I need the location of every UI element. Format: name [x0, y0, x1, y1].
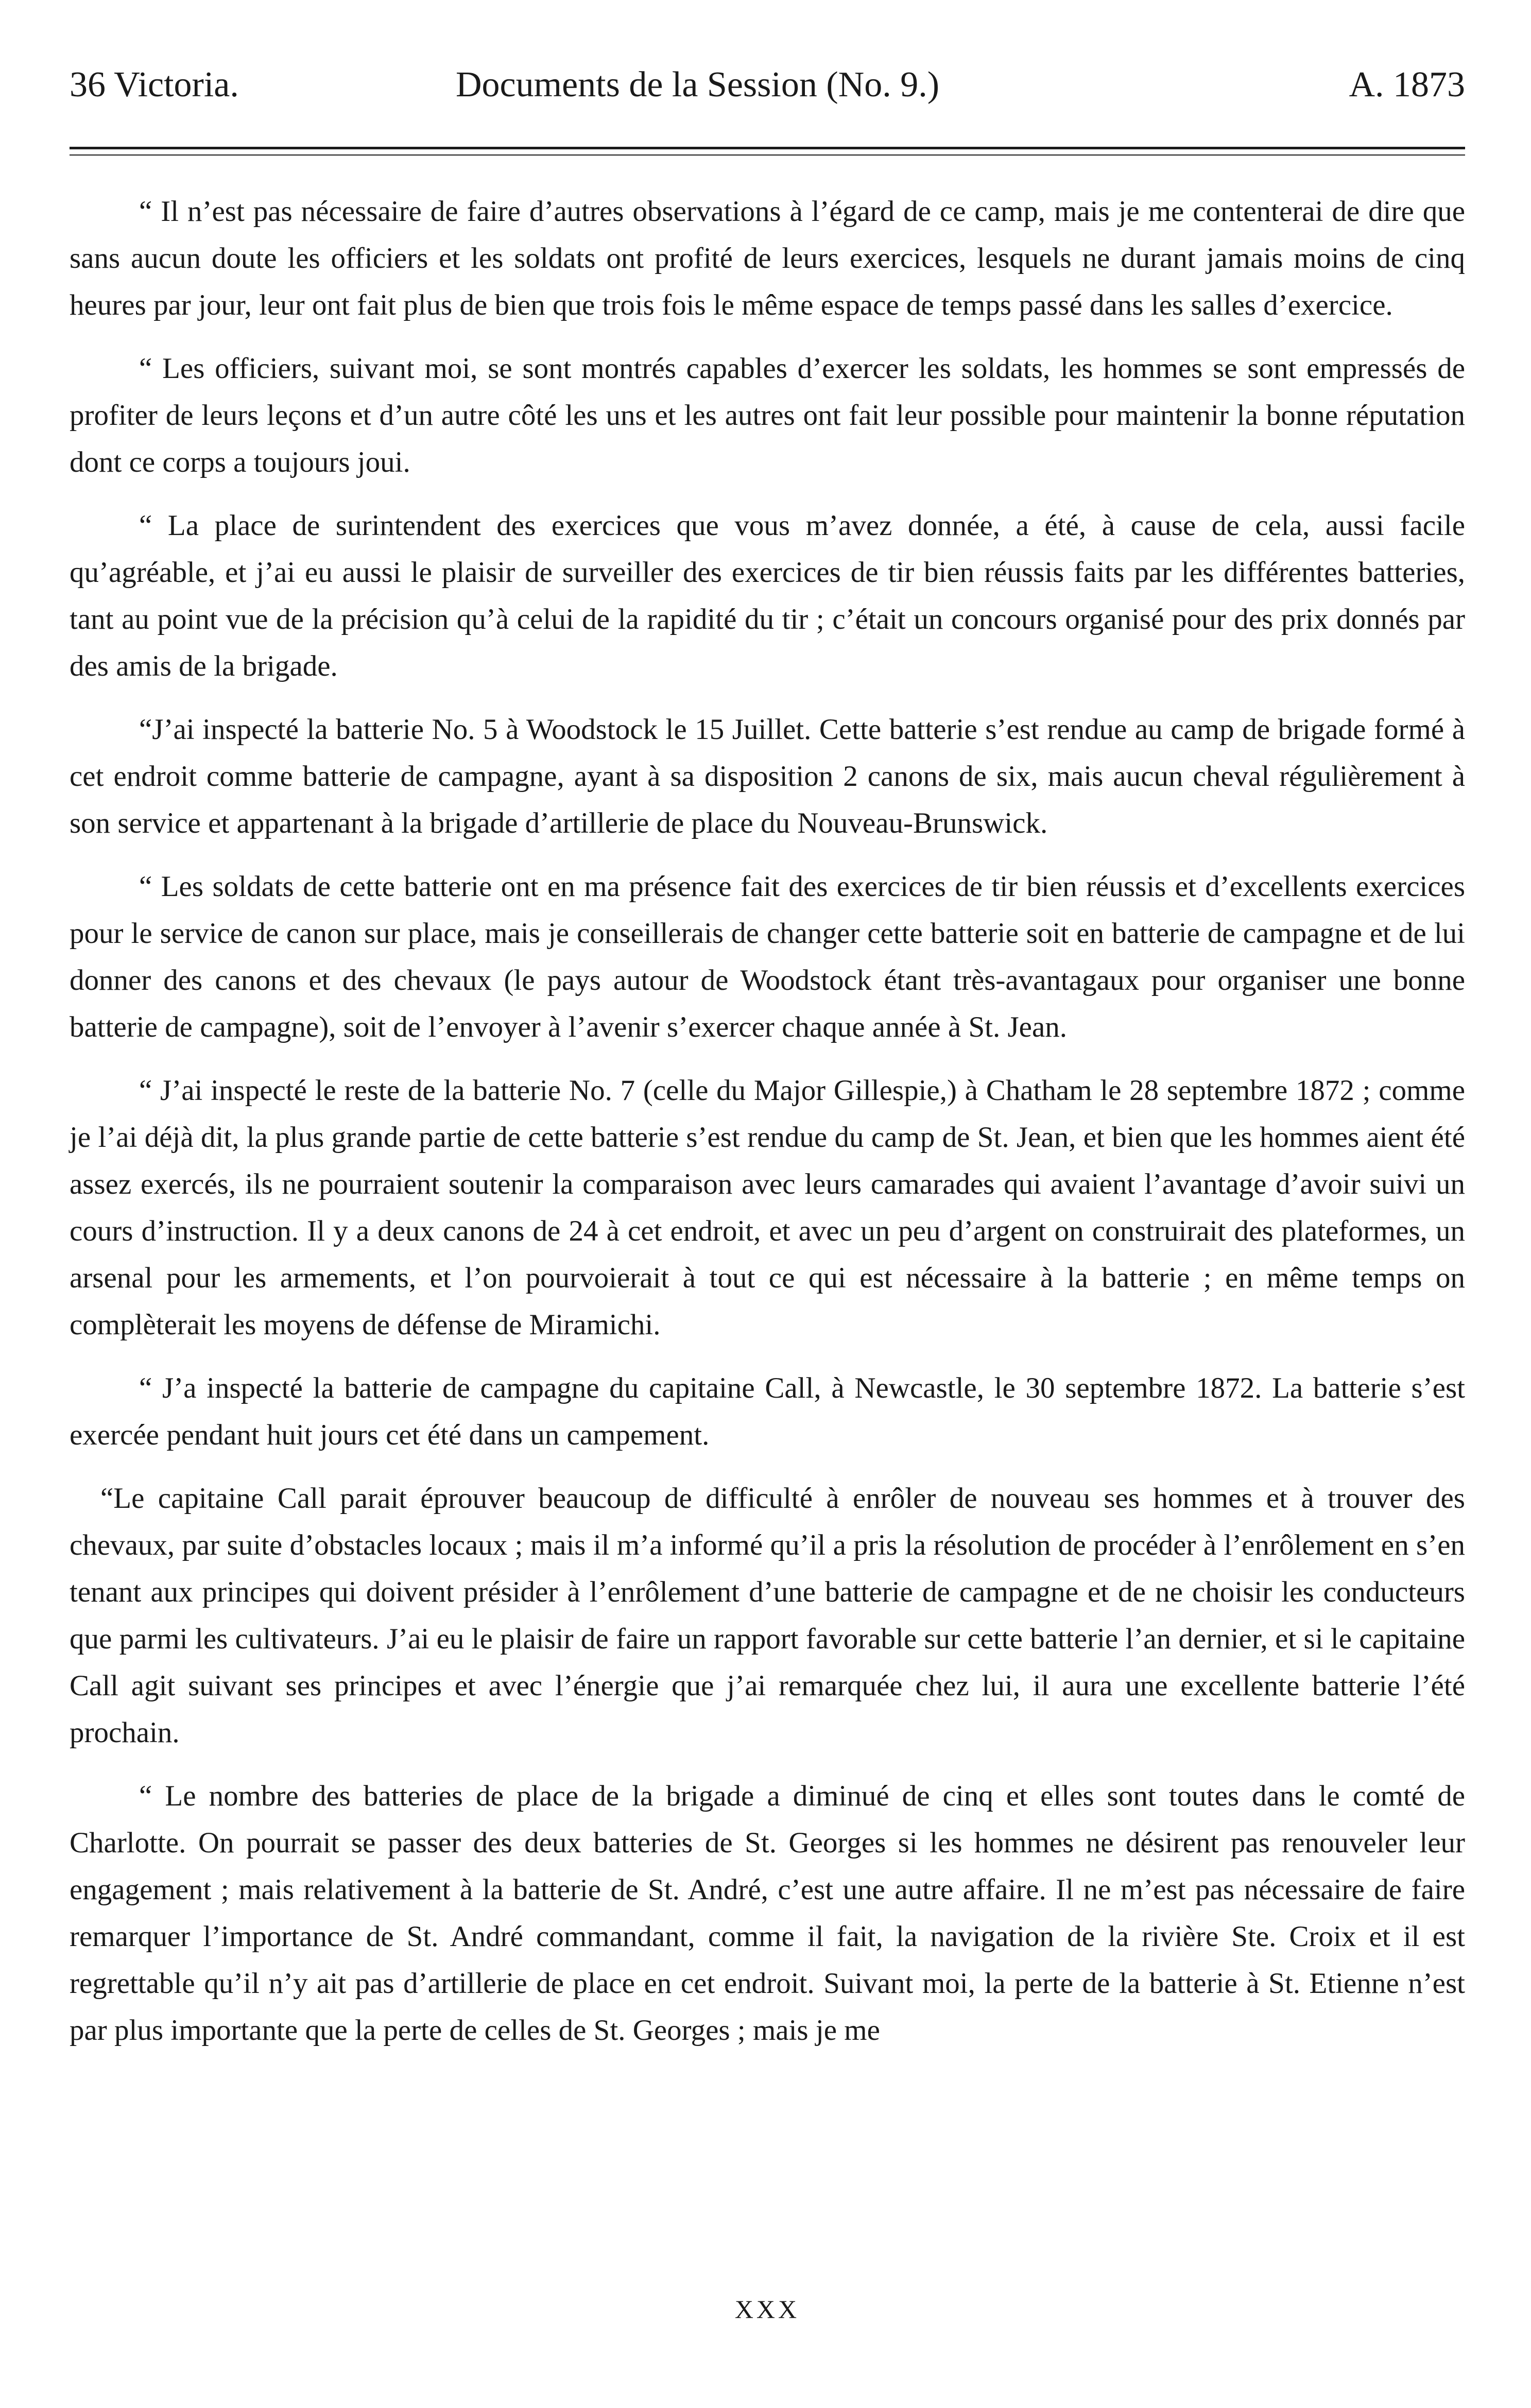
header-volume: 36 Victoria.	[70, 65, 239, 105]
paragraph: “ Les officiers, suivant moi, se sont montrés capables d’exercer les soldats, les hommes se sont empressés de profiter de leurs leçons et d’un autre côté les uns et les autres ont fait leur possible pour maintenir la bonne réputation dont ce corps a toujours joui.	[70, 352, 1465, 478]
paragraph: “ J’a inspecté la batterie de campagne du capitaine Call, à Newcastle, le 30 septembre 1872. La batterie s’est exercée pendant huit jours cet été dans un campement.	[70, 1372, 1465, 1451]
paragraph: “ La place de surintendent des exercices que vous m’avez donnée, a été, à cause de cela, aussi facile qu’agréable, et j’ai eu aussi le plaisir de surveiller des exercices de tir bien réussis faits par les différentes batteries, tant au point vue de la précision qu’à celui de la rapidité du tir ; c’était un concours organisé pour des prix donnés par des amis de la brigade.	[70, 509, 1465, 682]
header-title: Documents de la Session (No. 9.)	[456, 65, 940, 105]
document-page	[70, 57, 1465, 2364]
header-year: A. 1873	[1349, 65, 1465, 105]
body-text	[70, 188, 1465, 2070]
paragraph: “ Il n’est pas nécessaire de faire d’autres observations à l’égard de ce camp, mais je me contenterai de dire que sans aucun doute les officiers et les soldats ont profité de leurs exercices, lesquels ne durant jamais moins de cinq heures par jour, leur ont fait plus de bien que trois fois le même espace de temps passé dans les salles d’exercice.	[70, 195, 1465, 321]
paragraph: “J’ai inspecté la batterie No. 5 à Woodstock le 15 Juillet. Cette batterie s’est rendue au camp de brigade formé à cet endroit comme batterie de campagne, ayant à sa disposition 2 canons de six, mais aucun cheval régulièrement à son service et appartenant à la brigade d’artillerie de place du Nouveau-Brunswick.	[70, 713, 1465, 839]
paragraph: “ J’ai inspecté le reste de la batterie No. 7 (celle du Major Gillespie,) à Chatham le 28 septembre 1872 ; comme je l’ai déjà dit, la plus grande partie de cette batterie s’est rendue du camp de St. Jean, et bien que les hommes aient été assez exercés, ils ne pourraient soutenir la comparaison avec leurs camarades qui avaient l’avantage d’avoir suivi un cours d’instruction. Il y a deux canons de 24 à cet endroit, et avec un peu d’argent on construirait des plateformes, un arsenal pour les armements, et l’on pourvoierait à tout ce qui est nécessaire à la batterie ; en même temps on complèterait les moyens de défense de Miramichi.	[70, 1074, 1465, 1341]
page-number: XXX	[734, 2295, 800, 2324]
header-rule-thin	[70, 154, 1465, 156]
header-rule-thick	[70, 147, 1465, 149]
running-header	[70, 57, 1465, 113]
paragraph: “ Le nombre des batteries de place de la brigade a diminué de cinq et elles sont toutes dans le comté de Charlotte. On pourrait se passer des deux batteries de St. Georges si les hommes ne désirent pas renouveler leur engagement ; mais relativement à la batterie de St. André, c’est une autre affaire. Il ne m’est pas nécessaire de faire remarquer l’importance de St. André commandant, comme il fait, la navigation de la rivière Ste. Croix et il est regrettable qu’il n’y ait pas d’artillerie de place en cet endroit. Suivant moi, la perte de la batterie à St. Etienne n’est par plus importante que la perte de celles de St. Georges ; mais je me	[70, 1780, 1465, 2046]
paragraph: “Le capitaine Call parait éprouver beaucoup de difficulté à enrôler de nouveau ses hommes et à trouver des chevaux, par suite d’obstacles locaux ; mais il m’a informé qu’il a pris la résolution de procéder à l’enrôlement en s’en tenant aux principes qui doivent présider à l’enrôlement d’une batterie de campagne et de ne choisir les conducteurs que parmi les cultivateurs. J’ai eu le plaisir de faire un rapport favorable sur cette batterie l’an dernier, et si le capitaine Call agit suivant ses principes et avec l’énergie que j’ai remarquée chez lui, il aura une excellente batterie l’été prochain.	[70, 1482, 1465, 1749]
paragraph: “ Les soldats de cette batterie ont en ma présence fait des exercices de tir bien réussis et d’excellents exercices pour le service de canon sur place, mais je conseillerais de changer cette batterie soit en batterie de campagne et de lui donner des canons et des chevaux (le pays autour de Woodstock étant très-avantagaux pour organiser une bonne batterie de campagne), soit de l’envoyer à l’avenir s’exercer chaque année à St. Jean.	[70, 870, 1465, 1043]
